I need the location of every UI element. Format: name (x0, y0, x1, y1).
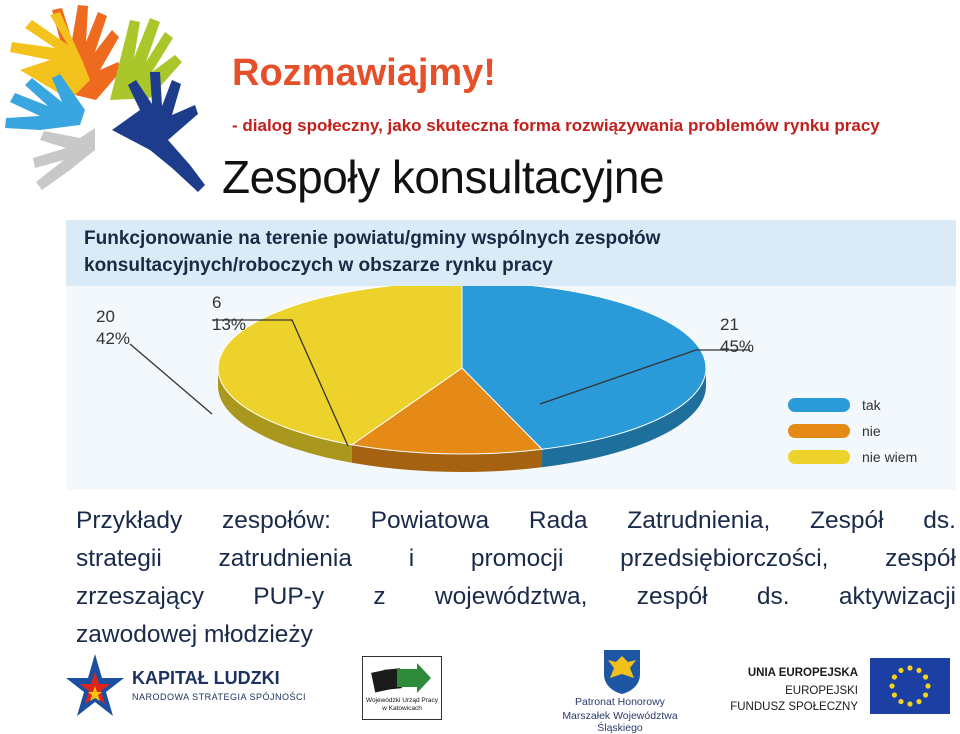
eu-star (898, 699, 903, 704)
eu-star (916, 699, 921, 704)
legend-swatch-tak (788, 398, 850, 412)
chart-title-line-1: Funkcjonowanie na terenie powiatu/gminy wspólnych zespołów (84, 228, 661, 249)
legend-swatch-nie-wiem (788, 450, 850, 464)
eu-star (916, 668, 921, 673)
eu-star (898, 668, 903, 673)
legend-label-nie: nie (862, 423, 881, 439)
eu-star (923, 692, 928, 697)
eu-star (907, 665, 912, 670)
wup-text: Wojewódzki Urząd Pracy w Katowicach (365, 697, 439, 712)
pie-value-label-tak: 21 (720, 315, 739, 334)
ue-line-2: EUROPEJSKI (785, 685, 858, 697)
pie-leader-line-nie-wiem (130, 344, 212, 414)
hand-gray-icon (33, 128, 95, 190)
eu-star (907, 701, 912, 706)
hands-logo (0, 0, 215, 200)
kapital-ludzki-star-icon (66, 652, 124, 724)
footer-logos (0, 648, 960, 734)
pie-value-label-nie-wiem: 20 (96, 307, 115, 326)
wup-logo (362, 656, 442, 720)
legend-swatch-nie (788, 424, 850, 438)
banner-subtitle: - dialog społeczny, jako skuteczna forma rozwiązywania problemów rynku pracy (232, 116, 880, 135)
eu-star (925, 683, 930, 688)
wup-arrow-icon (371, 661, 433, 695)
silesia-eagle-icon (600, 648, 644, 694)
chart-title-line-2: konsultacyjnych/roboczych w obszarze rynku pracy (84, 255, 553, 276)
pie-value-label-nie: 6 (212, 293, 222, 312)
pie-percent-label-nie-wiem: 42% (96, 329, 131, 348)
eu-star (892, 692, 897, 697)
eu-flag-icon (870, 658, 950, 714)
banner-title: Rozmawiajmy! (232, 52, 496, 94)
ue-line-1: UNIA EUROPEJSKA (747, 667, 858, 679)
patronat-line-2: Marszałek Województwa Śląskiego (562, 710, 678, 734)
body-line-4: zawodowej młodzieży (76, 621, 313, 648)
kapital-ludzki-title: KAPITAŁ LUDZKI (132, 668, 280, 688)
body-line-1: Przykłady zespołów: Powiatowa Rada Zatrudnienia, Zespół ds. (76, 507, 956, 534)
body-line-3: zrzeszający PUP-y z województwa, zespół ds. aktywizacji (76, 583, 956, 610)
pie-chart (66, 286, 956, 490)
legend-label-nie-wiem: nie wiem (862, 449, 918, 465)
body-line-2: strategii zatrudnienia i promocji przedsiębiorczości, zespół (76, 545, 956, 572)
eu-star (892, 674, 897, 679)
eu-star (889, 683, 894, 688)
pie-percent-label-tak: 45% (720, 337, 755, 356)
eu-star (923, 674, 928, 679)
pie-percent-label-nie: 13% (212, 315, 247, 334)
patronat-line-1: Patronat Honorowy (575, 696, 665, 708)
kapital-ludzki-subtitle: NARODOWA STRATEGIA SPÓJNOŚCI (132, 692, 307, 702)
ue-line-3: FUNDUSZ SPOŁECZNY (730, 701, 858, 713)
slide-title: Zespoły konsultacyjne (222, 151, 665, 203)
body-paragraph (76, 502, 956, 654)
legend-label-tak: tak (862, 397, 881, 413)
